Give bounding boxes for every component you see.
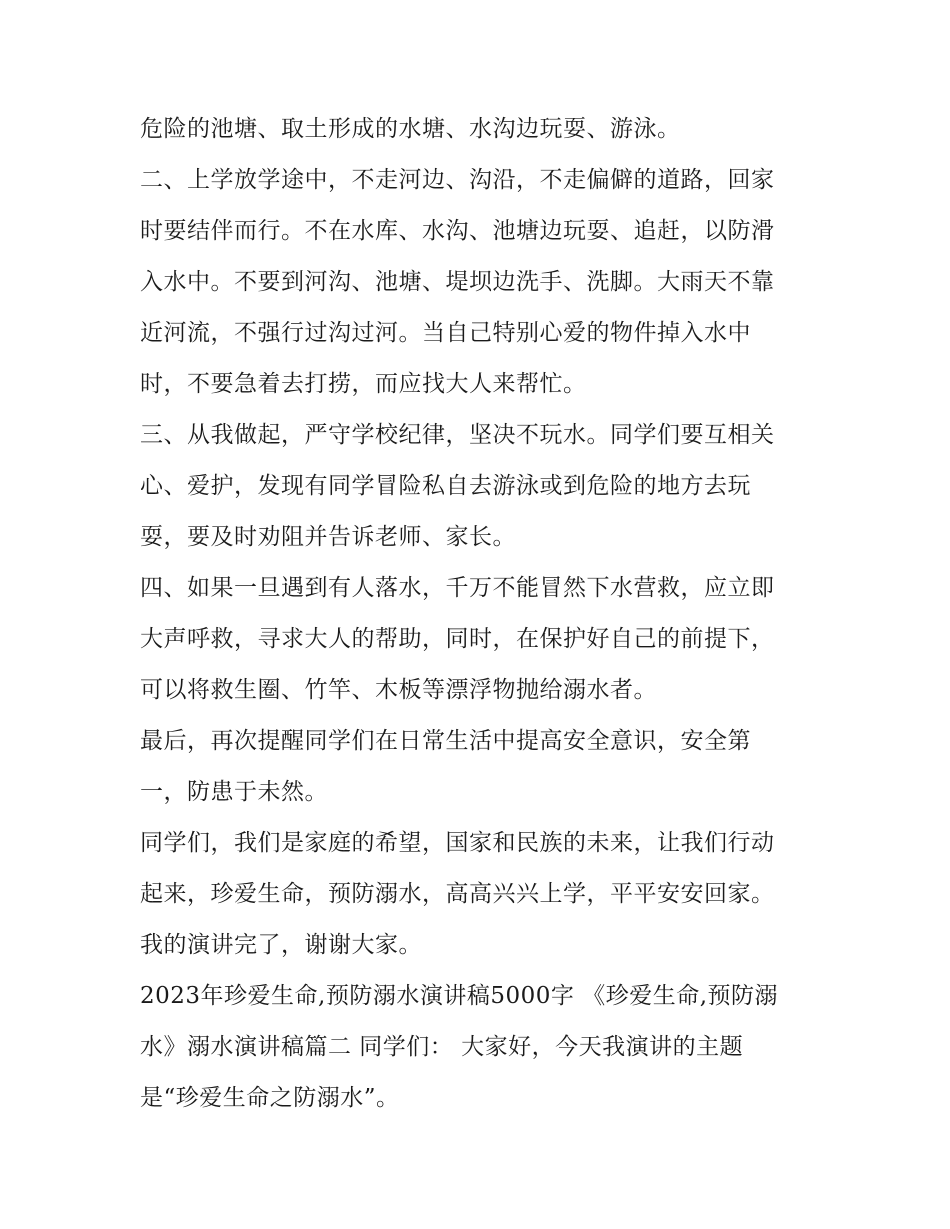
text-line: 2023年珍爱生命,预防溺水演讲稿5000字 《珍爱生命,预防溺 bbox=[140, 983, 778, 1009]
text-line: 时要结伴而行。不在水库、水沟、池塘边玩耍、追赶，以防滑 bbox=[140, 218, 775, 244]
text-line: 一，防患于未然。 bbox=[140, 779, 328, 805]
text-line: 心、爱护，发现有同学冒险私自去游泳或到危险的地方去玩 bbox=[140, 473, 751, 499]
text-line: 最后，再次提醒同学们在日常生活中提高安全意识，安全第 bbox=[140, 728, 751, 754]
text-line: 入水中。不要到河沟、池塘、堤坝边洗手、洗脚。大雨天不靠 bbox=[140, 269, 775, 295]
text-line: 我的演讲完了，谢谢大家。 bbox=[140, 932, 422, 958]
text-line: 三、从我做起，严守学校纪律，坚决不玩水。同学们要互相关 bbox=[140, 422, 775, 448]
text-line: 时，不要急着去打捞，而应找大人来帮忙。 bbox=[140, 371, 587, 397]
text-line: 危险的池塘、取土形成的水塘、水沟边玩耍、游泳。 bbox=[140, 116, 681, 142]
document-body bbox=[140, 104, 820, 1124]
text-line: 近河流，不强行过沟过河。当自己特别心爱的物件掉入水中 bbox=[140, 320, 751, 346]
text-line: 起来，珍爱生命，预防溺水，高高兴兴上学，平平安安回家。 bbox=[140, 881, 775, 907]
text-line: 耍，要及时劝阻并告诉老师、家长。 bbox=[140, 524, 516, 550]
text-line: 是“珍爱生命之防溺水”。 bbox=[140, 1085, 400, 1111]
text-line: 四、如果一旦遇到有人落水，千万不能冒然下水营救，应立即 bbox=[140, 575, 775, 601]
text-line: 二、上学放学途中，不走河边、沟沿，不走偏僻的道路，回家 bbox=[140, 167, 775, 193]
text-line: 大声呼救，寻求大人的帮助，同时，在保护好自己的前提下， bbox=[140, 626, 775, 652]
text-line: 可以将救生圈、竹竿、木板等漂浮物抛给溺水者。 bbox=[140, 677, 657, 703]
text-line: 水》溺水演讲稿篇二 同学们： 大家好，今天我演讲的主题 bbox=[140, 1034, 744, 1060]
text-line: 同学们，我们是家庭的希望，国家和民族的未来，让我们行动 bbox=[140, 830, 775, 856]
